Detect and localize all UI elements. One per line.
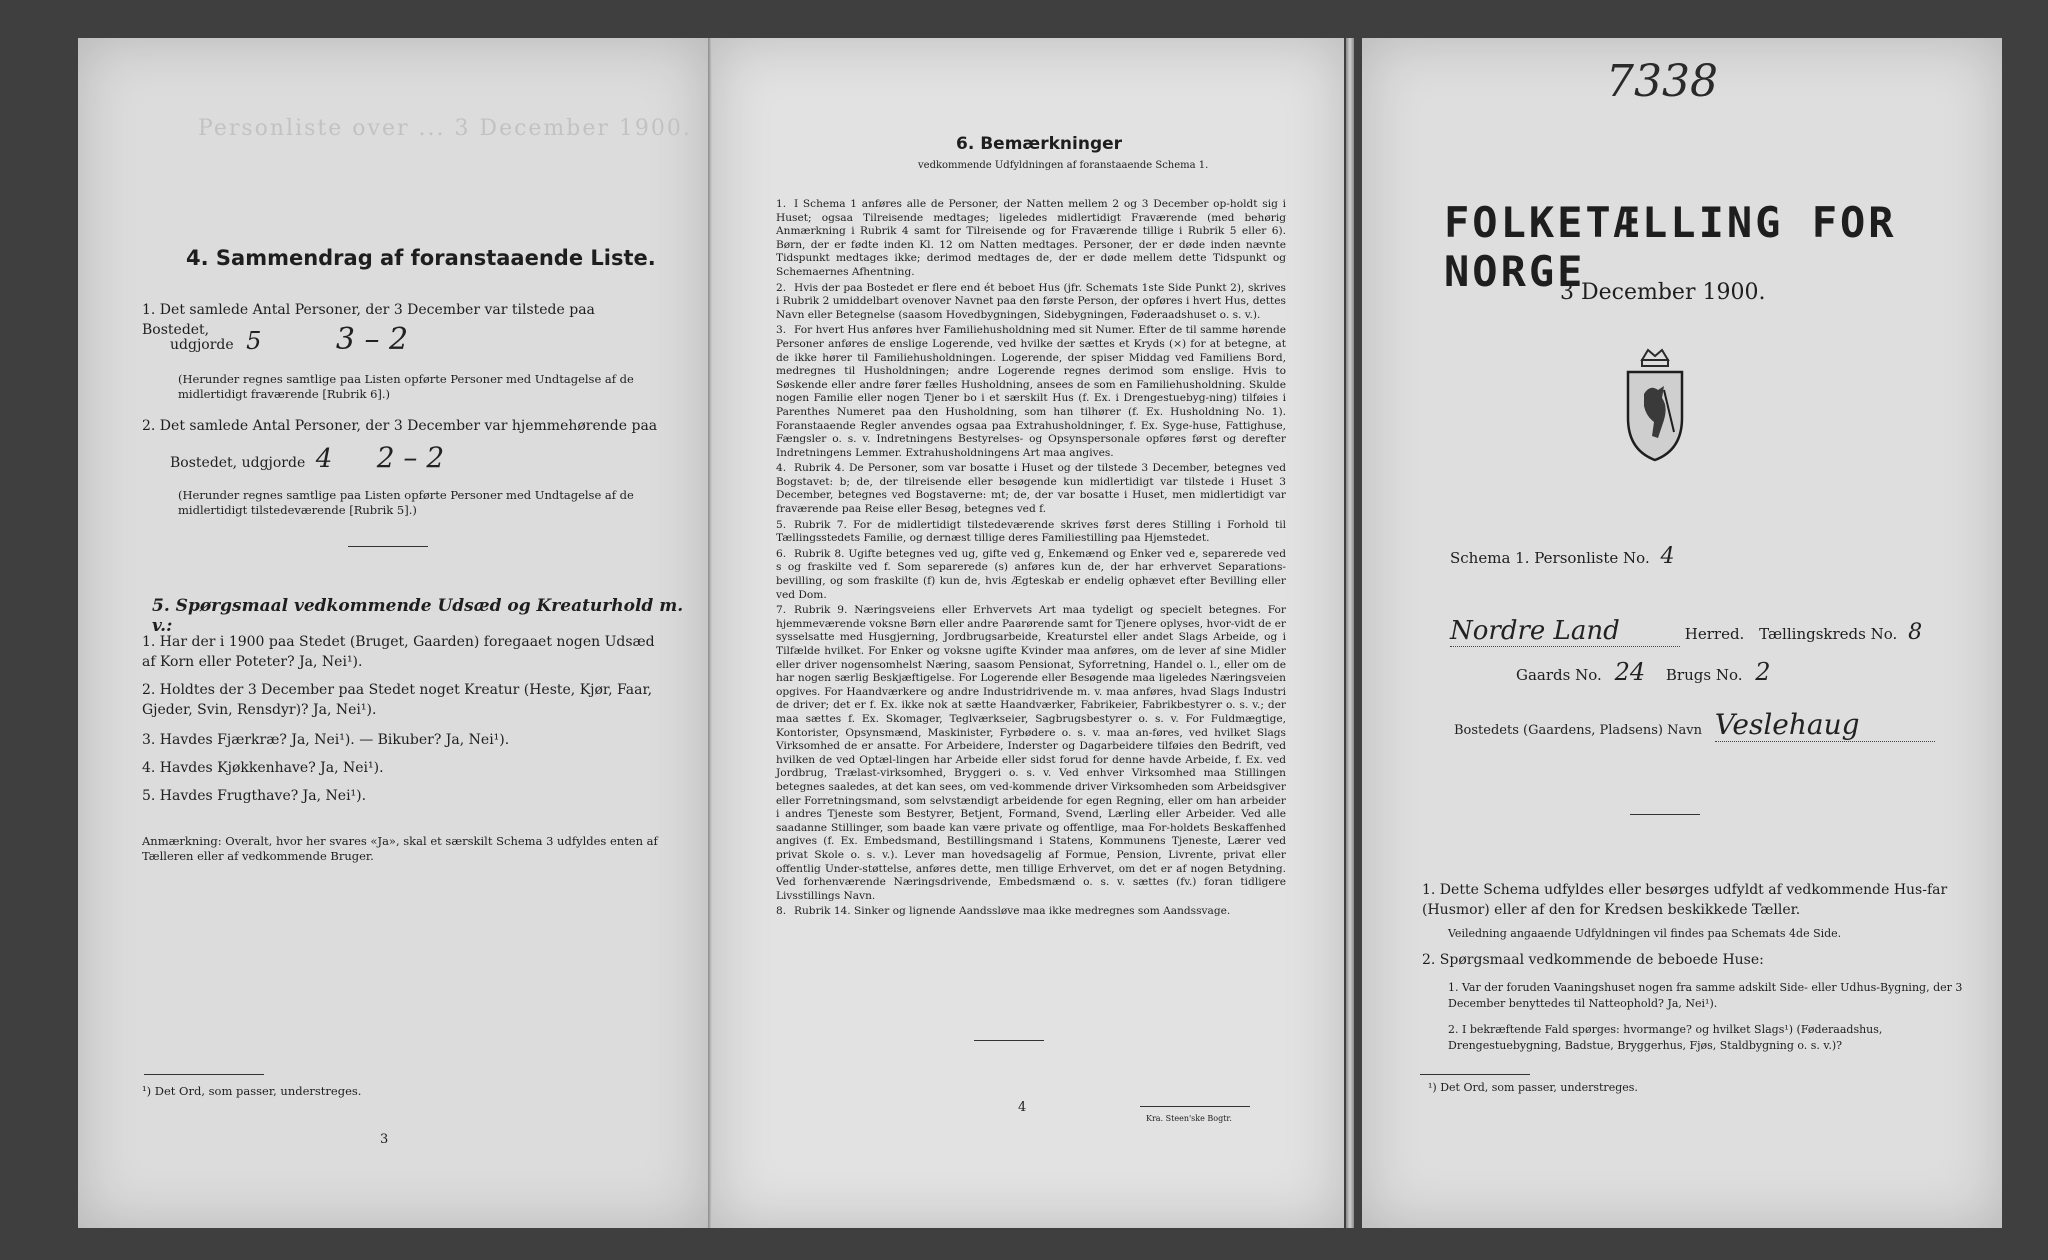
page-left (78, 38, 708, 1228)
remark-text: Rubrik 8. Ugifte betegnes ved ug, gifte ved g, Enkemænd og Enker ved e, separerede ved s og fraskilte ved f. Som separerede (s) anføres kun de, der har erhvervet Separations-bevilling, og som fraskilte (f) kun de, hvis Ægteskab er endelig ophævet efter Bevilling eller ved Dom. (776, 547, 1286, 601)
q1-hand-total: 5 (246, 327, 262, 355)
herred-value: Nordre Land (1450, 616, 1680, 647)
page-middle (712, 38, 1344, 1228)
remark-text: I Schema 1 anføres alle de Personer, der Natten mellem 2 og 3 December op-holdt sig i Huset; ogsaa Tilreisende medtages; ligeledes midlertidigt Fraværende (med behørig Anmærkning i Rubrik 4 samt for Tilreisende og for Fraværende tillige i Rubrik 5 eller 6). Børn, der er fødte inden Kl. 12 om Natten medtages. Personer, der er døde inden nævnte Tidspunkt medtages ikke; derimod medtages de, der er døde mellem dette Tidspunkt og Schemaernes Afhentning. (776, 198, 1286, 278)
q2-line2 (170, 441, 445, 474)
q1-line2 (170, 322, 409, 357)
brug-value: 2 (1755, 658, 1771, 686)
page-right (1362, 38, 2002, 1228)
remarks-title: 6. Bemærkninger (956, 134, 1123, 154)
remark-item (776, 198, 1286, 280)
remark-number: 2. (776, 281, 787, 294)
coat-of-arms-icon (1620, 346, 1690, 466)
bosted-line (1454, 708, 1984, 742)
ghost-heading: Personliste over ... 3 December 1900. (198, 116, 692, 141)
q2-hand-total: 4 (315, 444, 333, 474)
remark-text: Rubrik 14. Sinker og lignende Aandssløve maa ikke medregnes som Aandssvage. (794, 905, 1231, 918)
page-fold (1346, 38, 1354, 1228)
remark: Anmærkning: Overalt, hvor her svares «Ja», skal et særskilt Schema 3 udfyldes enten af Tælleren eller af vedkommende Bruger. (142, 834, 658, 863)
q1-prefix: udgjorde (170, 337, 234, 353)
q5-5: 5. Havdes Frugthave? Ja, Nei¹). (142, 788, 367, 804)
gaard-value: 24 (1614, 658, 1646, 686)
remarks-subtitle: vedkommende Udfyldningen af foranstaaende Schema 1. (918, 160, 1209, 171)
q1-line1: 1. Det samlede Antal Personer, der 3 December var tilstede paa Bostedet, (142, 302, 595, 338)
divider (1630, 814, 1700, 815)
remark-item (776, 519, 1286, 546)
q5-2: 2. Holdtes der 3 December paa Stedet noget Kreatur (Heste, Kjør, Faar, Gjeder, Svin, Rensdyr)? Ja, Nei¹). (142, 682, 653, 718)
remark-number: 3. (776, 324, 787, 337)
note-2: 2. Spørgsmaal vedkommende de beboede Huse: (1422, 952, 1764, 968)
page-number: 3 (380, 1132, 389, 1147)
divider (348, 546, 428, 547)
q2-note: (Herunder regnes samtlige paa Listen opførte Personer med Undtagelse af de midlertidigt tilstedeværende [Rubrik 5].) (178, 488, 634, 517)
q5-1: 1. Har der i 1900 paa Stedet (Bruget, Gaarden) foregaaet nogen Udsæd af Korn eller Poteter? Ja, Nei¹). (142, 634, 655, 670)
q1-hand-split: 3 – 2 (335, 322, 409, 357)
q5-4: 4. Havdes Kjøkkenhave? Ja, Nei¹). (142, 760, 384, 776)
gaard-label: Gaards No. (1516, 666, 1602, 684)
printer-mark: Kra. Steen'ske Bogtr. (1146, 1114, 1232, 1123)
census-date: 3 December 1900. (1560, 280, 1766, 305)
bosted-label: Bostedets (Gaardens, Pladsens) Navn (1454, 723, 1702, 738)
footnote-rule (1420, 1074, 1530, 1075)
printer-rule (1140, 1106, 1250, 1107)
remark-number: 1. (776, 198, 787, 210)
remark-item (776, 548, 1286, 602)
footnote-rule (144, 1074, 264, 1075)
remark-text: Rubrik 9. Næringsveiens eller Erhvervets Art maa tydeligt og specielt betegnes. For hjemmeværende voksne Børn eller andre Paarørende samt for Tjenere oplyses, hvor-vidt de er sysselsatte med Husgjerning, Jordbrugsarbeide, Kreaturstel eller andet Slags Arbeide, og i Tilfælde hvilket. For Enker og voksne ugifte Kvinder maa anføres, om de lever af sine Midler eller driver nogensomhelst Næring, saasom Pensionat, Syforretning, Handel o. l., eller om de har nogen særlig Beskjæftigelse. For Logerende eller Besøgende maa ligeledes Næringsveien opgives. For Haandværkere og andre Industridrivende m. v. maa anføres, hvad Slags Industri de driver; det er f. Ex. ikke nok at sætte Haandværker, Fabrikeier, Fabrikbestyrer o. s. v.; der maa sættes f. Ex. Skomager, Teglværkseier, Sagbrugsbestyrer o. s. v. For Fuldmægtige, Kontorister, Opsynsmænd, Maskinister, Fyrbødere o. s. v. maa an-føres, ved hvilket Slags Virksomhed de er ansatte. For Arbeidere, Inderster og Dagarbeidere tilføies den Bedrift, ved hvilken de ved Optæl-lingen har Arbeide eller sidst forud for denne havde Arbeide, f. Ex. ved Jordbrug, Trælast-virksomhed, Bryggeri o. s. v. Ved enhver Virksomhed maa Stillingen betegnes saaledes, at det kan sees, om ved-kommende driver Virksomheden som Arbeidsgiver eller Forretningsmand, som selvstændigt arbeidende for egen Regning, eller om han arbeider i andres Tjeneste som Bestyrer, Betjent, Formand, Svend, Lærling eller Arbeider. Ved alle saadanne Stillinger, som baade kan være private og offentlige, maa For-holdets Beskaffenhed angives (f. Ex. Embedsmand, Bestillingsmand i Statens, Kommunens Tjeneste, Lærer ved privat Skole o. s. v.). Lever man hovedsagelig af Formue, Pension, Livrente, privat eller offentlig Under-støttelse, anføres dette, men tillige Erhvervet, om det er af nogen Betydning. Ved forhenværende Næringsdrivende, Embedsmænd o. s. v. sættes (fv.) foran tidligere Livsstillings Navn. (776, 604, 1286, 902)
note-1: 1. Dette Schema udfyldes eller besørges udfyldt af vedkommende Hus-far (Husmor) eller af den for Kredsen beskikkede Tæller. (1422, 882, 1948, 918)
remark-number: 4. (776, 462, 787, 475)
bosted-value: Veslehaug (1715, 708, 1935, 742)
remark-item (776, 462, 1286, 516)
note-2-2: 2. I bekræftende Fald spørges: hvormange? og hvilket Slags¹) (Føderaadshus, Drengestuebygning, Badstue, Bryggerhus, Fjøs, Staldbygning o. s. v.)? (1448, 1023, 1883, 1052)
divider (974, 1040, 1044, 1041)
schema-line (1450, 544, 1675, 569)
section4-title: 4. Sammendrag af foranstaaende Liste. (186, 246, 656, 270)
page-number: 4 (1018, 1100, 1027, 1115)
remark-number: 8. (776, 905, 787, 918)
section5-title: 5. Spørgsmaal vedkommende Udsæd og Kreaturhold m. v.: (152, 596, 684, 636)
q2-prefix: Bostedet, udgjorde (170, 455, 306, 471)
remark-text: Rubrik 7. For de midlertidigt tilstedeværende skrives først deres Stilling i Forhold til Tællingsstedets Familie, og dernæst tillige deres Familiestilling paa Hjemstedet. (776, 518, 1286, 545)
remark-text: Rubrik 4. De Personer, som var bosatte i Huset og der tilstede 3 December, betegnes ved Bogstavet: b; de, der tilreisende eller besøgende kun midlertidigt var tilstede i Huset 3 December, betegnes ved Bogstaverne: mt; de, der var bosatte i Huset, men midlertidigt var fraværende paa Reise eller Besøg, betegnes ved f. (776, 462, 1286, 516)
remarks-list (776, 198, 1286, 921)
remark-item (776, 905, 1286, 919)
archive-number: 7338 (1606, 56, 1718, 107)
note-1-sub: Veiledning angaaende Udfyldningen vil findes paa Schemats 4de Side. (1448, 927, 1842, 940)
kreds-label: Tællingskreds No. (1759, 625, 1898, 643)
census-title: FOLKETÆLLING FOR NORGE (1444, 198, 1897, 296)
note-2-1: 1. Var der foruden Vaaningshuset nogen fra samme adskilt Side- eller Udhus-Bygning, der 3 December benyttedes til Natteophold? Ja, Nei¹). (1448, 981, 1963, 1010)
q5-3: 3. Havdes Fjærkræ? Ja, Nei¹). — Bikuber? Ja, Nei¹). (142, 732, 510, 748)
remark-item (776, 604, 1286, 903)
schema-label: Schema 1. Personliste No. (1450, 549, 1650, 567)
brug-label: Brugs No. (1665, 666, 1743, 684)
remark-item (776, 324, 1286, 460)
footnote: ¹) Det Ord, som passer, understreges. (142, 1084, 362, 1098)
q2-hand-split: 2 – 2 (376, 441, 445, 474)
remark-item (776, 282, 1286, 323)
remark-text: For hvert Hus anføres hver Familiehusholdning med sit Numer. Efter de til samme hørende Personer anføres de enslige Logerende, ved hvilke der sættes et Kryds (×) for at betegne, at de ikke hører til Familiehusholdningen. Logerende, der spiser Middag ved Familiens Bord, medregnes til Husholdningen; andre Logerende regnes derimod som enslige. Hvis to Søskende eller andre fører fælles Husholdning, ansees de som en Familiehusholdning. Skulde nogen Familie eller nogen Tjener bo i et særskilt Hus (f. Ex. i Drengestuebyg-ning) tilføies i Parenthes Numeret paa den Husholdning, som han tilhører (f. Ex. Husholdning No. 1). Foranstaaende Regler anvendes ogsaa paa Extrahusholdninger, f. Ex. Syge-huse, Fattighuse, Fængsler o. s. v. Indretningens Bestyrelses- og Opsynspersonale opføres først og derefter Indretningens Lemmer. Extrahusholdningens Art maa angives. (776, 324, 1286, 459)
remark-number: 6. (776, 547, 787, 560)
footnote: ¹) Det Ord, som passer, understreges. (1428, 1081, 1638, 1094)
herred-label: Herred. (1684, 625, 1745, 643)
q2-line1: 2. Det samlede Antal Personer, der 3 December var hjemmehørende paa (142, 418, 658, 434)
q1-note: (Herunder regnes samtlige paa Listen opførte Personer med Undtagelse af de midlertidigt fraværende [Rubrik 6].) (178, 372, 634, 401)
remark-number: 7. (776, 604, 787, 617)
herred-line (1450, 616, 1970, 647)
kreds-value: 8 (1908, 620, 1923, 645)
remark-number: 5. (776, 518, 787, 531)
gaard-line (1516, 658, 1771, 686)
schema-number: 4 (1660, 544, 1675, 569)
remark-text: Hvis der paa Bostedet er flere end ét beboet Hus (jfr. Schemats 1ste Side Punkt 2), skrives i Rubrik 2 umiddelbart ovenover Navnet paa den første Person, der opføres i hvert Hus, dettes Navn eller Betegnelse (saasom Hovedbygningen, Sidebygningen, Føderaadshuset o. s. v.). (776, 281, 1286, 321)
